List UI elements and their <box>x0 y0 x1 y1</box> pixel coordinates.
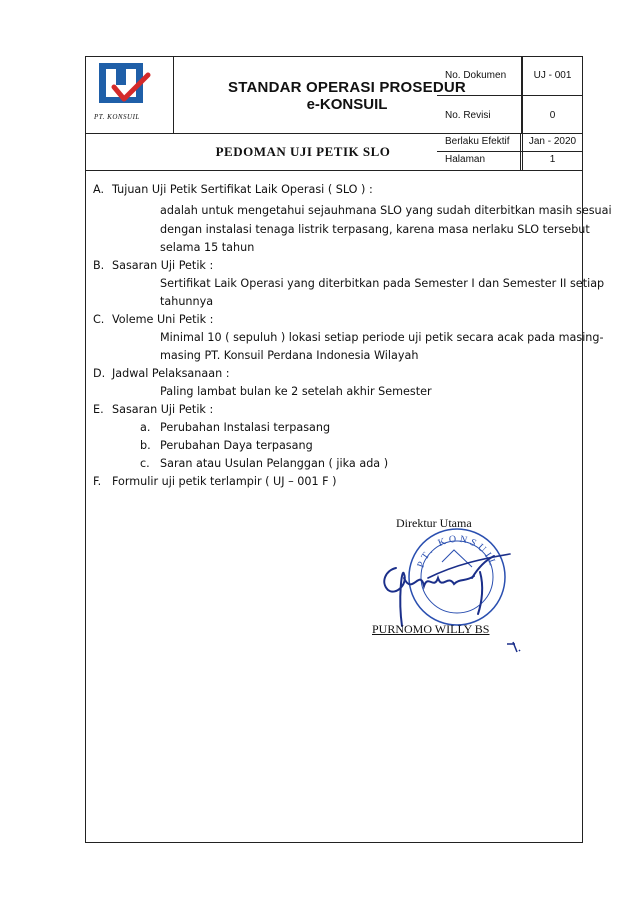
meta-value: 0 <box>522 95 582 133</box>
document-system-name: e-KONSUIL <box>306 96 388 113</box>
logo-company-text: PT. KONSUIL <box>94 113 140 121</box>
list-item-marker: c. <box>140 457 150 470</box>
section-f-letter: F. <box>93 475 102 488</box>
signatory-position: Direktur Utama <box>396 516 472 530</box>
meta-row-revision <box>437 95 582 134</box>
section-a-text: selama 15 tahun <box>160 241 255 254</box>
section-b-text: Sertifikat Laik Operasi yang diterbitkan pada Semester I dan Semester II setiap <box>160 277 605 290</box>
list-item-marker: a. <box>140 421 151 434</box>
section-f-title: Formulir uji petik terlampir ( UJ – 001 F ) <box>112 475 337 488</box>
section-b-title: Sasaran Uji Petik : <box>112 259 214 272</box>
document-header <box>86 57 582 171</box>
document-title: STANDAR OPERASI PROSEDUR <box>228 79 466 96</box>
section-d-title: Jadwal Pelaksanaan : <box>112 367 230 380</box>
section-b-letter: B. <box>93 259 105 272</box>
section-b-text: tahunnya <box>160 295 214 308</box>
section-c-text: Minimal 10 ( sepuluh ) lokasi setiap periode uji petik secara acak pada masing- <box>160 331 604 344</box>
meta-label: Halaman <box>445 154 486 165</box>
meta-value: UJ - 001 <box>522 57 582 95</box>
meta-value: 1 <box>522 151 582 170</box>
list-item: Saran atau Usulan Pelanggan ( jika ada ) <box>160 457 389 470</box>
meta-label: No. Dokumen <box>445 70 507 81</box>
list-item: Perubahan Daya terpasang <box>160 439 313 452</box>
meta-row-doc-no <box>437 57 582 96</box>
list-item-marker: b. <box>140 439 151 452</box>
list-item: Perubahan Instalasi terpasang <box>160 421 331 434</box>
meta-value: Jan - 2020 <box>522 133 582 151</box>
section-d-text: Paling lambat bulan ke 2 setelah akhir Semester <box>160 385 432 398</box>
meta-label: No. Revisi <box>445 110 491 121</box>
svg-text:PT. KONSUIL: PT. KONSUIL <box>415 533 499 570</box>
meta-row-page <box>437 151 582 170</box>
document-subtitle: PEDOMAN UJI PETIK SLO <box>215 144 391 159</box>
meta-row-effective <box>437 133 582 152</box>
section-a-text: dengan instalasi tenaga listrik terpasang, karena masa nerlaku SLO tersebut <box>160 223 590 236</box>
company-logo <box>86 57 173 117</box>
meta-label: Berlaku Efektif <box>445 136 510 147</box>
signature-flourish <box>505 640 525 656</box>
section-e-title: Sasaran Uji Petik : <box>112 403 214 416</box>
section-c-title: Voleme Uni Petik : <box>112 313 214 326</box>
section-d-letter: D. <box>93 367 106 380</box>
section-a-text: adalah untuk mengetahui sejauhmana SLO yang sudah diterbitkan masih sesuai <box>160 204 612 217</box>
signatory-name: PURNOMO WILLY BS <box>372 622 490 636</box>
section-e-letter: E. <box>93 403 104 416</box>
section-c-text: masing PT. Konsuil Perdana Indonesia Wilayah <box>160 349 419 362</box>
section-c-letter: C. <box>93 313 105 326</box>
section-a-letter: A. <box>93 183 105 196</box>
section-a-title: Tujuan Uji Petik Sertifikat Laik Operasi ( SLO ) : <box>112 183 373 196</box>
handwritten-signature <box>368 538 518 633</box>
logo-cell <box>86 57 174 133</box>
